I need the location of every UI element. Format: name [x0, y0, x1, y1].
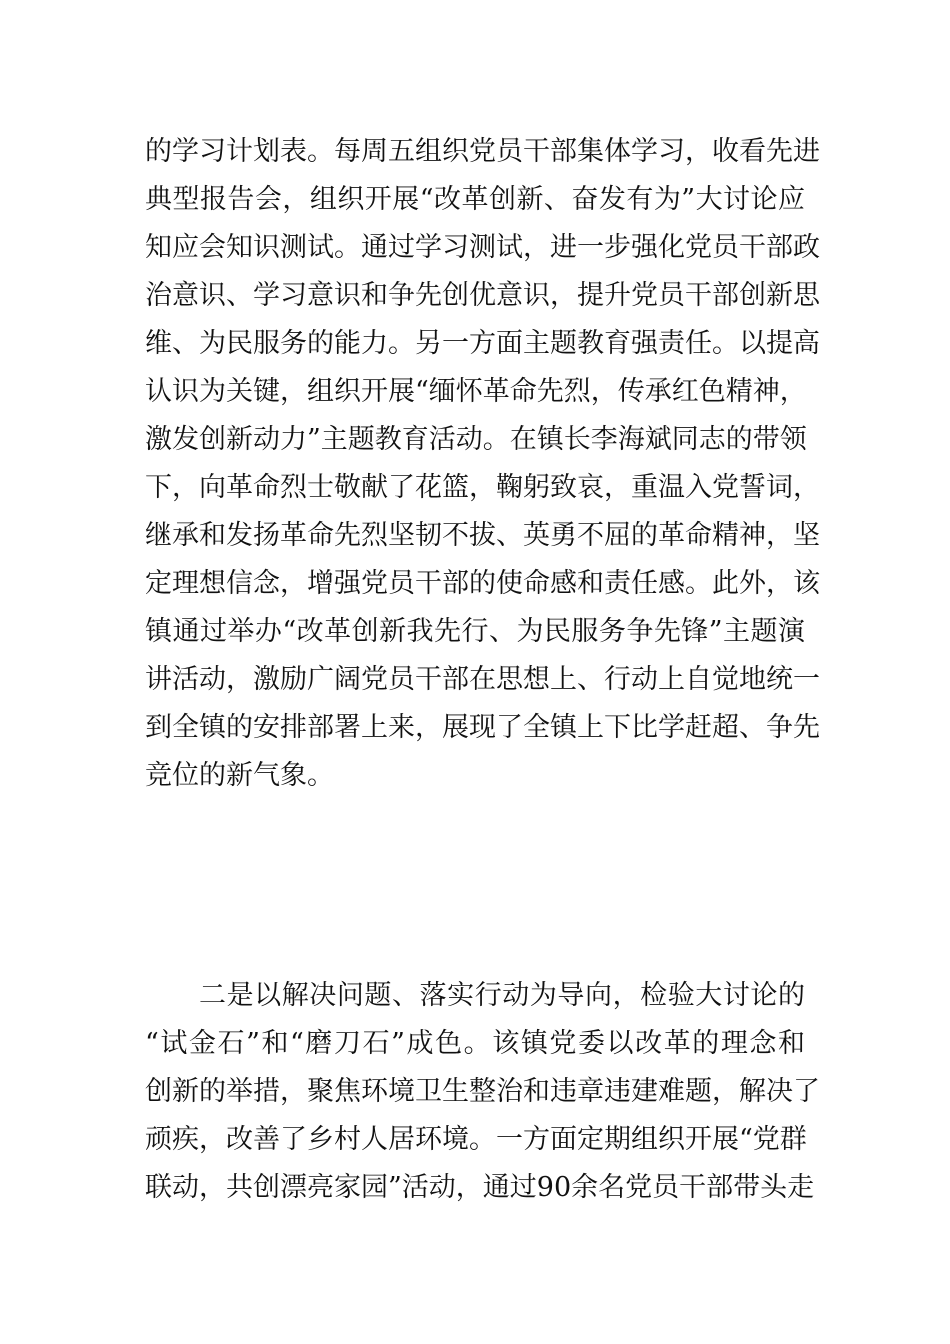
paragraph-1-line-9: 继承和发扬革命先烈坚韧不拔、英勇不屈的革命精神，坚	[145, 520, 820, 551]
paragraph-1-line-10: 定理想信念，增强党员干部的使命感和责任感。此外，该	[145, 568, 820, 599]
paragraph-2-line-1: 二是以解决问题、落实行动为导向，检验大讨论的	[199, 980, 805, 1011]
paragraph-1-line-8: 下，向革命烈士敬献了花篮，鞠躬致哀，重温入党誓词，	[145, 472, 820, 503]
paragraph-1-line-13: 到全镇的安排部署上来，展现了全镇上下比学赶超、争先	[145, 712, 820, 743]
paragraph-2-line-2: “试金石”和“磨刀石”成色。该镇党委以改革的理念和	[145, 1028, 805, 1059]
paragraph-1-line-5: 维、为民服务的能力。另一方面主题教育强责任。以提高	[145, 328, 820, 359]
paragraph-1-line-4: 治意识、学习意识和争先创优意识，提升党员干部创新思	[145, 280, 820, 311]
paragraph-1-line-3: 知应会知识测试。通过学习测试，进一步强化党员干部政	[145, 232, 820, 263]
paragraph-1-line-2: 典型报告会，组织开展“改革创新、奋发有为”大讨论应	[145, 184, 805, 215]
paragraph-1-line-1: 的学习计划表。每周五组织党员干部集体学习，收看先进	[145, 136, 820, 167]
paragraph-1-line-6: 认识为关键，组织开展“缅怀革命先烈，传承红色精神，	[145, 376, 807, 407]
paragraph-1-line-7: 激发创新动力”主题教育活动。在镇长李海斌同志的带领	[145, 424, 807, 455]
paragraph-1-line-11: 镇通过举办“改革创新我先行、为民服务争先锋”主题演	[145, 616, 805, 647]
paragraph-1-line-14: 竞位的新气象。	[145, 760, 334, 791]
paragraph-2-line-3: 创新的举措，聚焦环境卫生整治和违章违建难题，解决了	[145, 1076, 820, 1107]
paragraph-2-line-5: 联动，共创漂亮家园”活动，通过90余名党员干部带头走	[145, 1172, 815, 1203]
paragraph-2-line-4: 顽疾，改善了乡村人居环境。一方面定期组织开展“党群	[145, 1124, 807, 1155]
paragraph-1-line-12: 讲活动，激励广阔党员干部在思想上、行动上自觉地统一	[145, 664, 820, 695]
